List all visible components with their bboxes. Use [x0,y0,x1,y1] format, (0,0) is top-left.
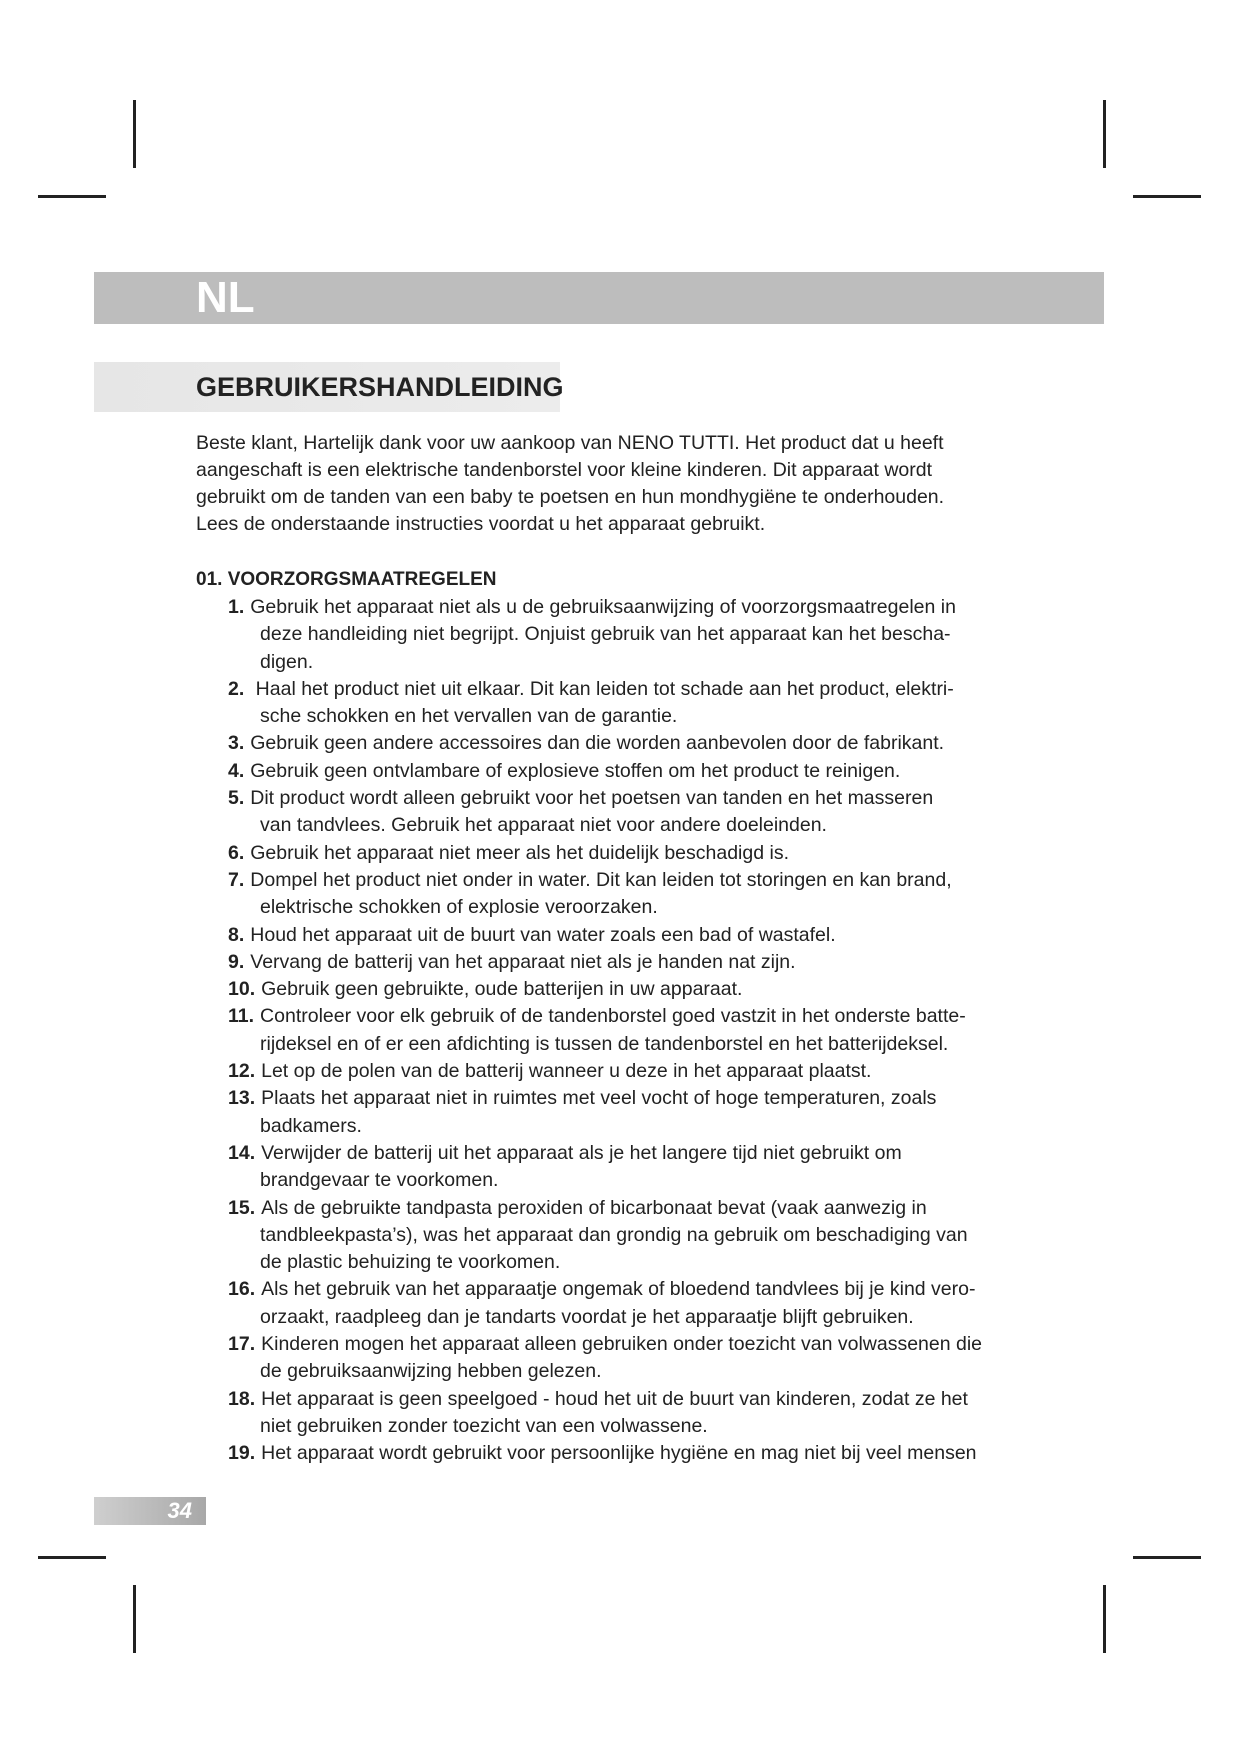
intro-line: aangeschaft is een elektrische tandenborstel voor kleine kinderen. Dit apparaat wordt [196,459,933,481]
list-item-line: de gebruiksaanwijzing hebben gelezen. [260,1360,602,1383]
list-item [228,1195,1088,1277]
list-item-line [228,867,1088,894]
language-banner [94,272,1104,324]
list-item-text: Houd het apparaat uit de buurt van water zoals een bad of wastafel. [250,923,836,946]
language-code: NL [196,273,255,322]
list-item-text: Als het gebruik van het apparaatje ongemak of bloedend tandvlees bij je kind vero- [261,1278,976,1301]
list-item-line [228,949,1088,976]
list-item-line: van tandvlees. Gebruik het apparaat niet voor andere doeleinden. [260,814,827,837]
list-item-number: 15. [228,1196,256,1219]
list-item-line: badkamers. [260,1114,362,1137]
list-item-line: orzaakt, raadpleeg dan je tandarts voordat je het apparaatje blijft gebruiken. [260,1305,914,1328]
list-item-number: 16. [228,1278,256,1301]
list-item-line: elektrische schokken of explosie veroorzaken. [260,896,658,919]
list-item [228,1440,1088,1467]
list-item-number: 5. [228,787,245,810]
intro-paragraph [196,430,1076,538]
crop-mark-top-left-horizontal [38,195,106,198]
list-item-text: Gebruik het apparaat niet als u de gebruiksaanwijzing of voorzorgsmaatregelen in [250,596,956,618]
list-item-text: Gebruik geen ontvlambare of explosieve stoffen om het product te reinigen. [250,759,901,782]
list-item [228,594,1088,676]
list-item [228,758,1088,785]
intro-line: Beste klant, Hartelijk dank voor uw aankoop van NENO TUTTI. Het product dat u heeft [196,432,944,454]
list-item [228,730,1088,757]
list-item-text: Vervang de batterij van het apparaat niet als je handen nat zijn. [250,950,796,973]
list-item-line [228,1386,1088,1413]
list-item-number: 3. [228,732,245,755]
list-item [228,976,1088,1003]
list-item [228,1386,1088,1441]
page-number: 34 [167,1498,192,1523]
list-item-line [228,758,1088,785]
list-item-line [228,594,1088,621]
list-item-number: 4. [228,759,245,782]
list-item-line [228,1440,1088,1467]
list-item-text: Gebruik het apparaat niet meer als het duidelijk beschadigd is. [250,841,790,864]
list-item-number: 11. [228,1005,255,1028]
list-item [228,676,1088,731]
list-item-number: 7. [228,868,245,891]
list-item-line: tandbleekpasta’s), was het apparaat dan grondig na gebruik om beschadiging van [260,1223,968,1246]
list-item-text: Kinderen mogen het apparaat alleen gebruiken onder toezicht van volwassenen die [261,1333,983,1356]
list-item-number: 17. [228,1333,256,1356]
crop-mark-bottom-left-vertical [133,1585,136,1653]
list-item-number: 1. [228,596,245,618]
crop-mark-bottom-left-horizontal [38,1556,106,1559]
list-item-text: Verwijder de batterij uit het apparaat als je het langere tijd niet gebruikt om [261,1141,902,1164]
list-item [228,1276,1088,1331]
list-item-line: brandgevaar te voorkomen. [260,1169,499,1192]
crop-mark-bottom-right-vertical [1103,1585,1106,1653]
list-item-text: Controleer voor elk gebruik of de tandenborstel goed vastzit in het onderste batte- [260,1005,966,1028]
list-item-line [228,730,1088,757]
list-item-line [228,1003,1088,1030]
precautions-list [228,594,1088,1468]
list-item-line [228,840,1088,867]
list-item-line [228,976,1088,1003]
list-item-line [228,785,1088,812]
list-item-line: sche schokken en het vervallen van de garantie. [260,705,678,728]
list-item-text: Dit product wordt alleen gebruikt voor het poetsen van tanden en het masseren [250,787,934,810]
list-item-text: Als de gebruikte tandpasta peroxiden of bicarbonaat bevat (vaak aanwezig in [261,1196,927,1219]
list-item [228,949,1088,976]
list-item-text: Plaats het apparaat niet in ruimtes met veel vocht of hoge temperaturen, zoals [261,1087,937,1110]
list-item-number: 8. [228,923,245,946]
list-item-line [228,1331,1088,1358]
list-item-line: deze handleiding niet begrijpt. Onjuist gebruik van het apparaat kan het bescha- [260,623,951,646]
list-item [228,1140,1088,1195]
list-item-line [228,676,1088,703]
list-item-number: 14. [228,1141,256,1164]
list-item-line [228,1140,1088,1167]
list-item [228,867,1088,922]
list-item-line: rijdeksel en of er een afdichting is tussen de tandenborstel en het batterijdeksel. [260,1032,949,1055]
list-item-text: Haal het product niet uit elkaar. Dit kan leiden tot schade aan het product, elektri- [250,677,954,700]
list-item-line [228,1276,1088,1303]
crop-mark-top-right-horizontal [1133,195,1201,198]
list-item [228,1058,1088,1085]
crop-mark-top-right-vertical [1103,100,1106,168]
list-item-number: 2. [228,677,245,700]
list-item-number: 10. [228,978,256,1001]
list-item-text: Let op de polen van de batterij wanneer u deze in het apparaat plaatst. [261,1060,872,1083]
list-item-line: niet gebruiken zonder toezicht van een volwassene. [260,1414,708,1437]
list-item-text: Dompel het product niet onder in water. Dit kan leiden tot storingen en kan brand, [250,868,952,891]
list-item-text: Gebruik geen gebruikte, oude batterijen in uw apparaat. [261,978,743,1001]
list-item-line [228,922,1088,949]
crop-mark-bottom-right-horizontal [1133,1556,1201,1559]
list-item-number: 9. [228,950,245,973]
list-item-line [228,1195,1088,1222]
list-item [228,1003,1088,1058]
title-banner [94,362,564,412]
list-item [228,1085,1088,1140]
list-item-text: Het apparaat wordt gebruikt voor persoonlijke hygiëne en mag niet bij veel mensen [261,1442,977,1465]
intro-line: gebruikt om de tanden van een baby te poetsen en hun mondhygiëne te onderhouden. [196,486,945,508]
list-item-line [228,1085,1088,1112]
page-title: GEBRUIKERSHANDLEIDING [196,372,564,402]
list-item [228,785,1088,840]
list-item-line [228,1058,1088,1085]
intro-line: Lees de onderstaande instructies voordat u het apparaat gebruikt. [196,513,766,535]
page-number-box [94,1497,206,1525]
list-item-text: Het apparaat is geen speelgoed - houd het uit de buurt van kinderen, zodat ze het [261,1387,968,1410]
list-item-number: 13. [228,1087,256,1110]
crop-mark-top-left-vertical [133,100,136,168]
list-item-line: digen. [260,650,314,673]
list-item-number: 19. [228,1442,256,1465]
section-heading: 01. VOORZORGSMAATREGELEN [196,569,497,590]
list-item-line: de plastic behuizing te voorkomen. [260,1251,561,1274]
list-item-number: 12. [228,1060,256,1083]
list-item [228,840,1088,867]
list-item-number: 18. [228,1387,256,1410]
list-item-text: Gebruik geen andere accessoires dan die worden aanbevolen door de fabrikant. [250,732,945,755]
list-item-number: 6. [228,841,245,864]
list-item [228,922,1088,949]
list-item [228,1331,1088,1386]
